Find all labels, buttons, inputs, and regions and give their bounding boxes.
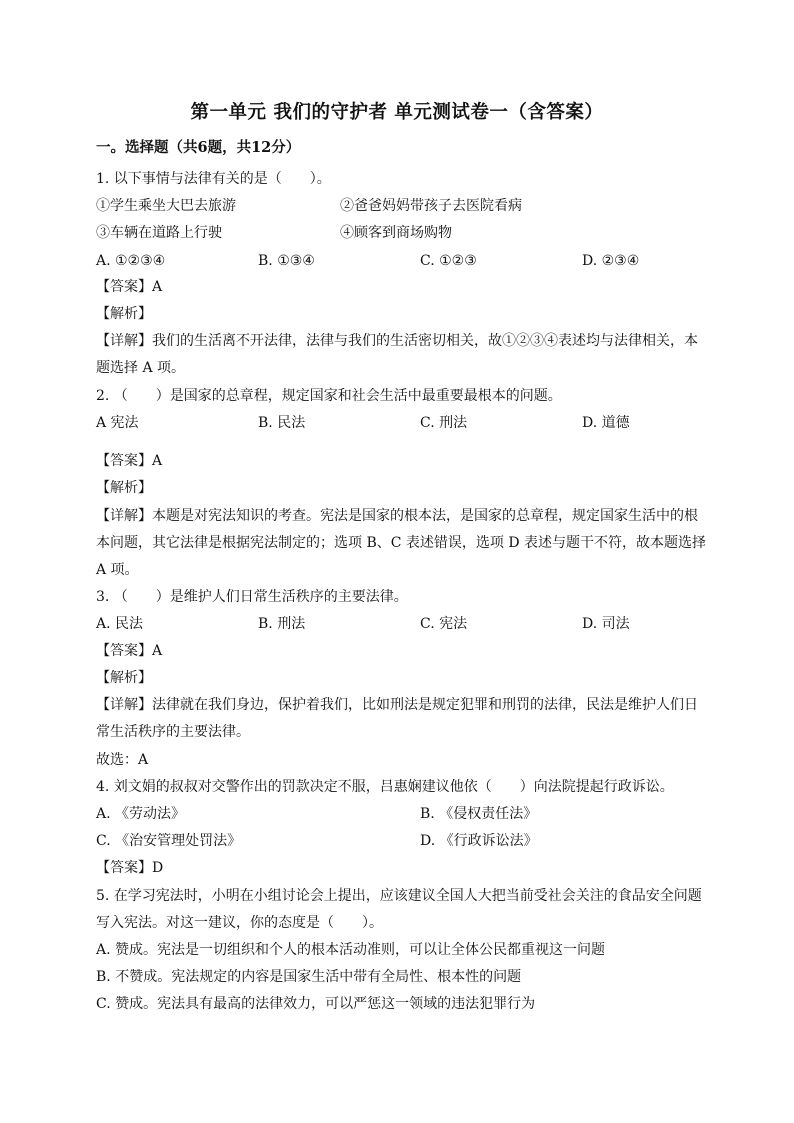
question-3-detail-line-1: 【详解】法律就在我们身边，保护着我们，比如刑法是规定犯罪和刑罚的法律，民法是维护人们日 (96, 697, 698, 713)
question-1-option-c: C. ①②③ (420, 253, 477, 269)
question-1-item-1: ①学生乘坐大巴去旅游 (96, 198, 236, 214)
question-1-stem: 1. 以下事情与法律有关的是（ ）。 (96, 171, 331, 187)
question-1-analysis: 【解析】 (96, 306, 152, 322)
question-4-option-d: D. 《行政诉讼法》 (420, 833, 538, 849)
question-3-conclusion: 故选：A (96, 752, 149, 768)
question-4-stem: 4. 刘文娟的叔叔对交警作出的罚款决定不服，吕惠娴建议他依（ ）向法院提起行政诉讼。 (96, 779, 674, 795)
question-3-option-b: B. 刑法 (258, 616, 306, 632)
question-3-stem: 3. （ ）是维护人们日常生活秩序的主要法律。 (96, 589, 408, 605)
question-1-item-2: ②爸爸妈妈带孩子去医院看病 (340, 198, 522, 214)
question-2-option-d: D. 道德 (582, 415, 630, 431)
section-heading: 一。选择题（共6题，共12分） (96, 139, 301, 156)
question-1-option-d: D. ②③④ (582, 253, 640, 269)
question-3-option-c: C. 宪法 (420, 616, 468, 632)
question-4-answer: 【答案】D (96, 860, 164, 876)
question-1-detail-line-1: 【详解】我们的生活离不开法律，法律与我们的生活密切相关，故①②③④表述均与法律相关，本 (96, 333, 698, 349)
question-5-stem-line-2: 写入宪法。对这一建议，你的态度是（ ）。 (96, 915, 383, 931)
question-3-analysis: 【解析】 (96, 670, 152, 686)
question-2-option-c: C. 刑法 (420, 415, 468, 431)
question-4-option-a: A. 《劳动法》 (96, 806, 186, 822)
question-3-detail-line-2: 常生活秩序的主要法律。 (96, 724, 250, 740)
question-1-item-3: ③车辆在道路上行驶 (96, 225, 222, 241)
question-5-option-a: A. 赞成。宪法是一切组织和个人的根本活动准则，可以让全体公民都重视这一问题 (96, 942, 606, 958)
question-2-detail-line-1: 【详解】本题是对宪法知识的考查。宪法是国家的根本法，是国家的总章程，规定国家生活中的根 (96, 508, 698, 524)
question-2-analysis: 【解析】 (96, 480, 152, 496)
question-2-stem: 2. （ ）是国家的总章程，规定国家和社会生活中最重要最根本的问题。 (96, 388, 562, 404)
question-1-option-b: B. ①③④ (258, 253, 315, 269)
question-1-answer: 【答案】A (96, 279, 163, 295)
question-2-option-b: B. 民法 (258, 415, 306, 431)
question-1-item-4: ④顾客到商场购物 (340, 225, 452, 241)
question-2-detail-line-3: A 项。 (96, 562, 139, 578)
question-3-option-d: D. 司法 (582, 616, 630, 632)
question-2-detail-line-2: 本问题，其它法律是根据宪法制定的；选项 B、C 表述错误，选项 D 表述与题干不符，故本题选择 (96, 535, 707, 551)
question-1-detail-line-2: 题选择 A 项。 (96, 360, 186, 376)
page-title: 第一单元 我们的守护者 单元测试卷一（含答案） (190, 102, 604, 123)
question-5-stem-line-1: 5. 在学习宪法时，小明在小组讨论会上提出，应该建议全国人大把当前受社会关注的食品安全问题 (96, 888, 702, 904)
question-4-option-b: B. 《侵权责任法》 (420, 806, 538, 822)
question-3-answer: 【答案】A (96, 643, 163, 659)
question-5-option-c: C. 赞成。宪法具有最高的法律效力，可以严惩这一领域的违法犯罪行为 (96, 996, 536, 1012)
question-5-option-b: B. 不赞成。宪法规定的内容是国家生活中带有全局性、根本性的问题 (96, 969, 522, 985)
question-3-option-a: A. 民法 (96, 616, 144, 632)
question-2-option-a: A 宪法 (96, 415, 139, 431)
question-4-option-c: C. 《治安管理处罚法》 (96, 833, 242, 849)
question-1-option-a: A. ①②③④ (96, 253, 166, 269)
question-2-answer: 【答案】A (96, 453, 163, 469)
